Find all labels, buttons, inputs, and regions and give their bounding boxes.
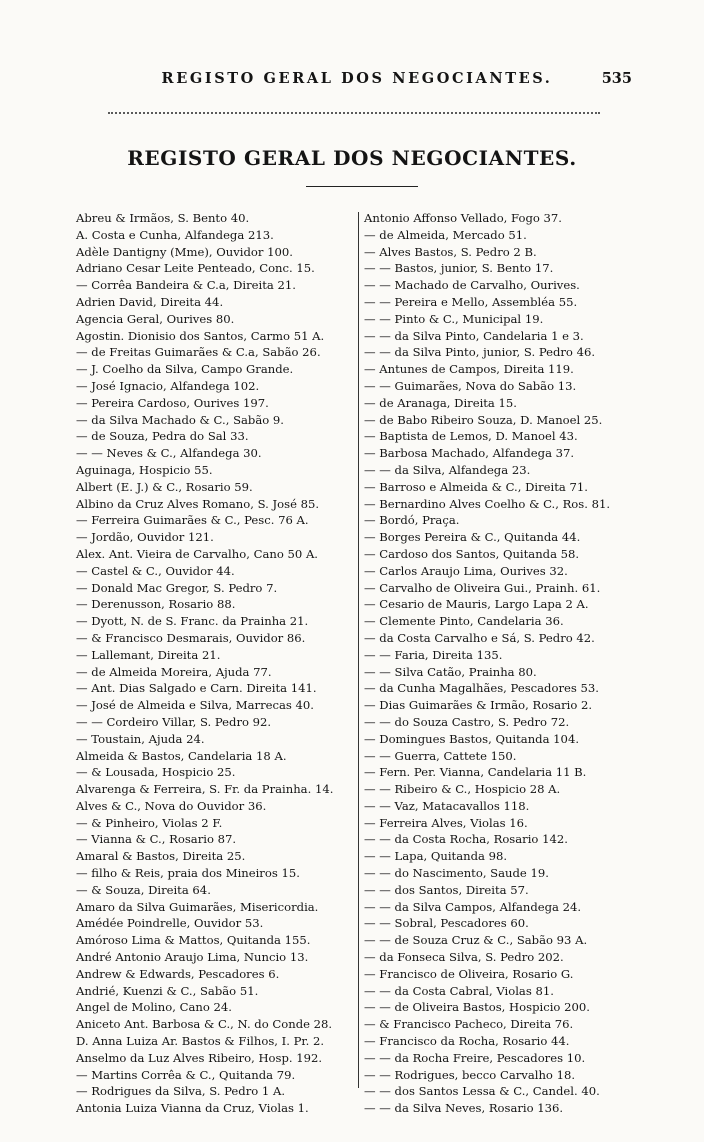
- register-entry: — Antunes de Campos, Direita 119.: [364, 362, 574, 377]
- register-entry: — da Cunha Magalhães, Pescadores 53.: [364, 681, 599, 696]
- register-entry: Almeida & Bastos, Candelaria 18 A.: [76, 748, 287, 763]
- running-header: [0, 70, 704, 94]
- register-entry: — Castel & C., Ouvidor 44.: [76, 563, 235, 578]
- title-rule: [306, 186, 418, 187]
- register-entry: — — da Silva Pinto, junior, S. Pedro 46.: [364, 345, 596, 360]
- register-entry: — José Ignacio, Alfandega 102.: [76, 378, 260, 393]
- register-entry: Anselmo da Luz Alves Ribeiro, Hosp. 192.: [76, 1050, 323, 1065]
- register-entry: — Toustain, Ajuda 24.: [76, 731, 205, 746]
- register-entry: — — Bastos, junior, S. Bento 17.: [364, 261, 554, 276]
- ornamental-rule: [108, 112, 600, 114]
- register-entry: — de Almeida, Mercado 51.: [364, 227, 527, 242]
- register-entry: — Ferreira Guimarães & C., Pesc. 76 A.: [76, 513, 309, 528]
- register-entry: — Carlos Araujo Lima, Ourives 32.: [364, 563, 568, 578]
- register-entry: Albert (E. J.) & C., Rosario 59.: [76, 479, 253, 494]
- register-entry: Alves & C., Nova do Ouvidor 36.: [76, 798, 267, 813]
- register-entry: — José de Almeida e Silva, Marrecas 40.: [76, 698, 314, 713]
- register-entry: — da Fonseca Silva, S. Pedro 202.: [364, 950, 564, 965]
- register-entry: — Cesario de Mauris, Largo Lapa 2 A.: [364, 597, 589, 612]
- register-entry: — — Cordeiro Villar, S. Pedro 92.: [76, 714, 272, 729]
- right-column: [364, 210, 662, 1117]
- column-divider: [358, 212, 359, 1088]
- register-entry: D. Anna Luiza Ar. Bastos & Filhos, I. Pr. 2.: [76, 1034, 325, 1049]
- register-entry: — — da Rocha Freire, Pescadores 10.: [364, 1050, 586, 1065]
- register-entry: — Corrêa Bandeira & C.a, Direita 21.: [76, 278, 296, 293]
- register-entry: — — Lapa, Quitanda 98.: [364, 849, 508, 864]
- register-entry: — — dos Santos, Direita 57.: [364, 882, 529, 897]
- register-entry: Albino da Cruz Alves Romano, S. José 85.: [76, 496, 320, 511]
- register-entry: Agencia Geral, Ourives 80.: [76, 311, 235, 326]
- register-entry: — — Pinto & C., Municipal 19.: [364, 311, 544, 326]
- register-entry: — — Rodrigues, becco Carvalho 18.: [364, 1067, 576, 1082]
- register-entry: Angel de Molino, Cano 24.: [76, 1000, 232, 1015]
- register-entry: — — Neves & C., Alfandega 30.: [76, 446, 262, 461]
- register-entry: — Domingues Bastos, Quitanda 104.: [364, 731, 579, 746]
- register-entry: — Francisco de Oliveira, Rosario G.: [364, 966, 574, 981]
- register-entry: — — Sobral, Pescadores 60.: [364, 916, 529, 931]
- register-entry: — Bordó, Praça.: [364, 513, 460, 528]
- register-entry: Amédée Poindrelle, Ouvidor 53.: [76, 916, 264, 931]
- register-entry: — Ferreira Alves, Violas 16.: [364, 815, 528, 830]
- register-entry: — & Lousada, Hospicio 25.: [76, 765, 236, 780]
- register-entry: — — Vaz, Matacavallos 118.: [364, 798, 530, 813]
- register-entry: — Dias Guimarães & Irmão, Rosario 2.: [364, 698, 593, 713]
- register-entry: — Baptista de Lemos, D. Manoel 43.: [364, 429, 578, 444]
- register-entry: Adriano Cesar Leite Penteado, Conc. 15.: [76, 261, 315, 276]
- register-entry: — Donald Mac Gregor, S. Pedro 7.: [76, 580, 278, 595]
- register-entry: — — da Costa Cabral, Violas 81.: [364, 983, 554, 998]
- register-entry: — de Almeida Moreira, Ajuda 77.: [76, 664, 272, 679]
- register-entry: — Derenusson, Rosario 88.: [76, 597, 236, 612]
- register-entry: — Rodrigues da Silva, S. Pedro 1 A.: [76, 1084, 286, 1099]
- register-entry: Abreu & Irmãos, S. Bento 40.: [76, 211, 250, 225]
- register-entry: Aguinaga, Hospicio 55.: [76, 462, 213, 477]
- register-entry: — — Guerra, Cattete 150.: [364, 748, 517, 763]
- register-entry: Adrien David, Direita 44.: [76, 294, 224, 309]
- running-title: REGISTO GERAL DOS NEGOCIANTES.: [161, 70, 553, 87]
- register-entry: — — do Nascimento, Saude 19.: [364, 866, 549, 881]
- page-title: REGISTO GERAL DOS NEGOCIANTES.: [127, 146, 577, 170]
- register-entry: Antonio Affonso Vellado, Fogo 37.: [364, 211, 562, 225]
- register-entry: — & Pinheiro, Violas 2 F.: [76, 815, 223, 830]
- register-entry: — Francisco da Rocha, Rosario 44.: [364, 1034, 570, 1049]
- register-entry: — Clemente Pinto, Candelaria 36.: [364, 614, 564, 629]
- register-entry: — & Francisco Pacheco, Direita 76.: [364, 1017, 574, 1032]
- register-entry: — Pereira Cardoso, Ourives 197.: [76, 395, 269, 410]
- register-entry: — Cardoso dos Santos, Quitanda 58.: [364, 546, 580, 561]
- register-entry: — — de Oliveira Bastos, Hospicio 200.: [364, 1000, 590, 1015]
- register-entry: — Martins Corrêa & C., Quitanda 79.: [76, 1067, 296, 1082]
- register-entry: Andrew & Edwards, Pescadores 6.: [76, 966, 280, 981]
- register-entry: — — Machado de Carvalho, Ourives.: [364, 278, 580, 293]
- register-entry: — Jordão, Ouvidor 121.: [76, 530, 214, 545]
- register-entry: — Alves Bastos, S. Pedro 2 B.: [364, 244, 537, 259]
- register-entry: — Carvalho de Oliveira Gui., Prainh. 61.: [364, 580, 601, 595]
- register-entry: Amaral & Bastos, Direita 25.: [76, 849, 246, 864]
- register-entry: — Borges Pereira & C., Quitanda 44.: [364, 530, 581, 545]
- register-entry: — Barbosa Machado, Alfandega 37.: [364, 446, 575, 461]
- register-entry: Alvarenga & Ferreira, S. Fr. da Prainha. 14.: [76, 782, 334, 797]
- register-entry: Alex. Ant. Vieira de Carvalho, Cano 50 A.: [76, 546, 318, 561]
- register-entry: — filho & Reis, praia dos Mineiros 15.: [76, 866, 300, 881]
- register-entry: — Lallemant, Direita 21.: [76, 647, 221, 662]
- register-entry: — & Souza, Direita 64.: [76, 882, 211, 897]
- register-entry: — de Aranaga, Direita 15.: [364, 395, 517, 410]
- register-entry: — Vianna & C., Rosario 87.: [76, 832, 237, 847]
- register-entry: — Fern. Per. Vianna, Candelaria 11 B.: [364, 765, 587, 780]
- register-entry: — — Faria, Direita 135.: [364, 647, 503, 662]
- page-number: 535: [601, 70, 632, 87]
- register-entry: — — Ribeiro & C., Hospicio 28 A.: [364, 782, 561, 797]
- register-entry: — Bernardino Alves Coelho & C., Ros. 81.: [364, 496, 611, 511]
- register-entry: Andrié, Kuenzi & C., Sabão 51.: [76, 983, 259, 998]
- register-entry: — — da Silva Campos, Alfandega 24.: [364, 899, 582, 914]
- register-entry: — — da Silva Neves, Rosario 136.: [364, 1101, 564, 1116]
- register-entry: — — da Silva Pinto, Candelaria 1 e 3.: [364, 328, 584, 343]
- register-entry: — de Souza, Pedra do Sal 33.: [76, 429, 249, 444]
- register-entry: Amóroso Lima & Mattos, Quitanda 155.: [76, 933, 311, 948]
- register-entry: — — da Costa Rocha, Rosario 142.: [364, 832, 568, 847]
- register-entry: — Barroso e Almeida & C., Direita 71.: [364, 479, 588, 494]
- register-entry: — Ant. Dias Salgado e Carn. Direita 141.: [76, 681, 317, 696]
- left-column: [76, 210, 366, 1117]
- register-entry: — da Silva Machado & C., Sabão 9.: [76, 412, 284, 427]
- register-entry: Antonia Luiza Vianna da Cruz, Violas 1.: [76, 1101, 309, 1116]
- register-entry: — — Silva Catão, Prainha 80.: [364, 664, 537, 679]
- register-entry: — — dos Santos Lessa & C., Candel. 40.: [364, 1084, 600, 1099]
- register-entry: Amaro da Silva Guimarães, Misericordia.: [76, 899, 319, 914]
- register-entry: — J. Coelho da Silva, Campo Grande.: [76, 362, 294, 377]
- register-entry: — de Freitas Guimarães & C.a, Sabão 26.: [76, 345, 321, 360]
- register-entry: — Dyott, N. de S. Franc. da Prainha 21.: [76, 614, 309, 629]
- register-entry: — — do Souza Castro, S. Pedro 72.: [364, 714, 570, 729]
- register-entry: — de Babo Ribeiro Souza, D. Manoel 25.: [364, 412, 603, 427]
- register-entry: — — da Silva, Alfandega 23.: [364, 462, 531, 477]
- register-entry: — da Costa Carvalho e Sá, S. Pedro 42.: [364, 630, 595, 645]
- register-entry: — — Pereira e Mello, Assembléa 55.: [364, 294, 578, 309]
- register-entry: — & Francisco Desmarais, Ouvidor 86.: [76, 630, 306, 645]
- register-entry: A. Costa e Cunha, Alfandega 213.: [76, 227, 274, 242]
- register-entry: André Antonio Araujo Lima, Nuncio 13.: [76, 950, 309, 965]
- register-entry: — — Guimarães, Nova do Sabão 13.: [364, 378, 577, 393]
- register-entry: Agostin. Dionisio dos Santos, Carmo 51 A.: [76, 328, 325, 343]
- register-entry: — — de Souza Cruz & C., Sabão 93 A.: [364, 933, 588, 948]
- register-entry: Adèle Dantigny (Mme), Ouvidor 100.: [76, 244, 293, 259]
- register-entry: Aniceto Ant. Barbosa & C., N. do Conde 28.: [76, 1017, 333, 1032]
